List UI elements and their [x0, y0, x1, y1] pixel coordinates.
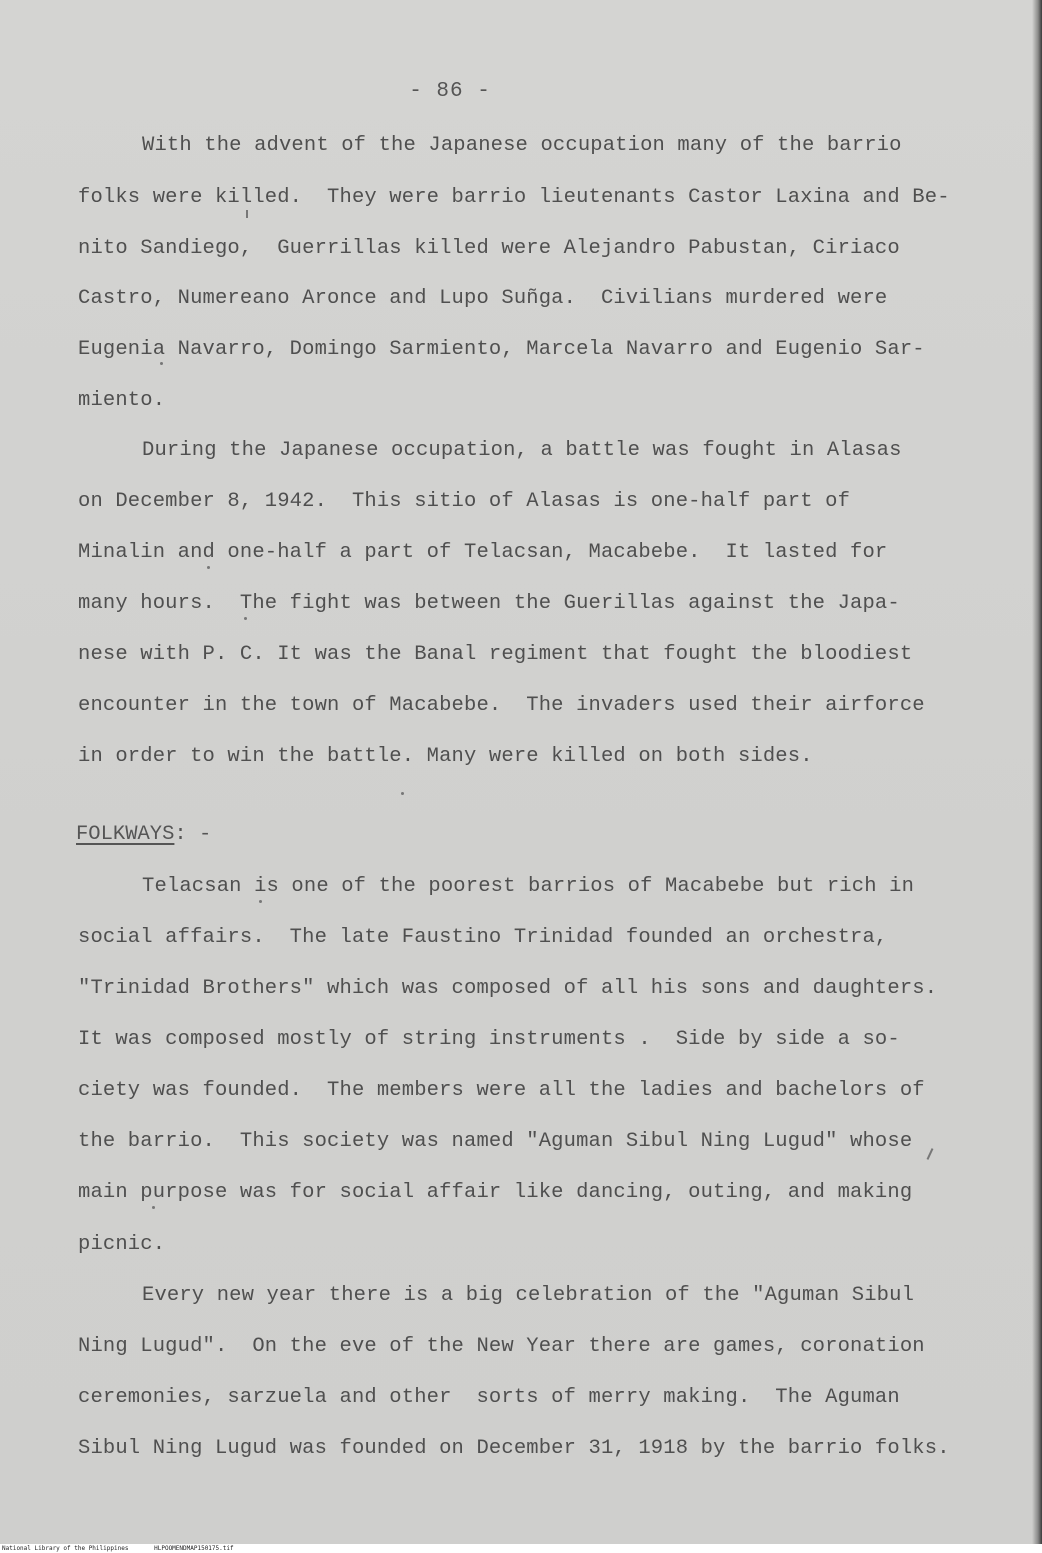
text-line: ciety was founded. The members were all the ladies and bachelors of — [78, 1079, 925, 1102]
text-line: Minalin and one-half a part of Telacsan, Macabebe. It lasted for — [78, 541, 888, 564]
text-line: encounter in the town of Macabebe. The invaders used their airforce — [78, 694, 925, 717]
text-line: Castro, Numereano Aronce and Lupo Suñga. Civilians murdered were — [78, 287, 888, 310]
stray-mark — [927, 1148, 934, 1160]
text-line: "Trinidad Brothers" which was composed of all his sons and daughters. — [78, 977, 938, 1000]
stray-mark — [152, 1206, 155, 1209]
text-line: Ning Lugud". On the eve of the New Year there are games, coronation — [78, 1335, 925, 1358]
stray-mark — [160, 362, 163, 365]
stray-mark — [207, 566, 210, 569]
text-line: miento. — [78, 389, 166, 412]
heading-suffix: : - — [174, 823, 212, 846]
text-line: folks were killed. They were barrio lieutenants Castor Laxina and Be- — [78, 186, 950, 209]
text-line: nese with P. C. It was the Banal regiment that fought the bloodiest — [78, 643, 913, 666]
text-line: many hours. The fight was between the Guerillas against the Japa- — [78, 592, 900, 615]
footer-source: National Library of the Philippines — [2, 1545, 129, 1552]
text-line: Every new year there is a big celebration of the "Aguman Sibul — [142, 1284, 915, 1307]
text-line: in order to win the battle. Many were killed on both sides. — [78, 745, 813, 768]
scan-footer — [0, 1544, 1042, 1553]
text-line: Eugenia Navarro, Domingo Sarmiento, Marcela Navarro and Eugenio Sar- — [78, 338, 925, 361]
stray-mark — [244, 617, 247, 620]
footer-file: HLPOOMENDMAP150175.tif — [154, 1545, 234, 1552]
page-edge-shadow — [1032, 0, 1042, 1553]
text-line: It was composed mostly of string instruments . Side by side a so- — [78, 1028, 900, 1051]
text-line: Sibul Ning Lugud was founded on December 31, 1918 by the barrio folks. — [78, 1437, 950, 1460]
section-heading — [76, 822, 211, 848]
text-line: During the Japanese occupation, a battle was fought in Alasas — [142, 439, 902, 462]
text-line: social affairs. The late Faustino Trinidad founded an orchestra, — [78, 926, 888, 949]
text-line: With the advent of the Japanese occupation many of the barrio — [142, 134, 902, 157]
stray-mark — [246, 210, 248, 218]
stray-mark — [259, 900, 262, 903]
text-line: main purpose was for social affair like dancing, outing, and making — [78, 1181, 913, 1204]
text-line: ceremonies, sarzuela and other sorts of merry making. The Aguman — [78, 1386, 900, 1409]
heading-label: FOLKWAYS — [76, 823, 175, 846]
text-line: the barrio. This society was named "Aguman Sibul Ning Lugud" whose — [78, 1130, 913, 1153]
page-number: - 86 - — [409, 80, 491, 103]
text-line: Telacsan is one of the poorest barrios of Macabebe but rich in — [142, 875, 915, 898]
text-line: on December 8, 1942. This sitio of Alasas is one-half part of — [78, 490, 851, 513]
text-line: nito Sandiego, Guerrillas killed were Alejandro Pabustan, Ciriaco — [78, 237, 900, 260]
text-line: picnic. — [78, 1233, 166, 1256]
stray-mark — [401, 792, 404, 795]
